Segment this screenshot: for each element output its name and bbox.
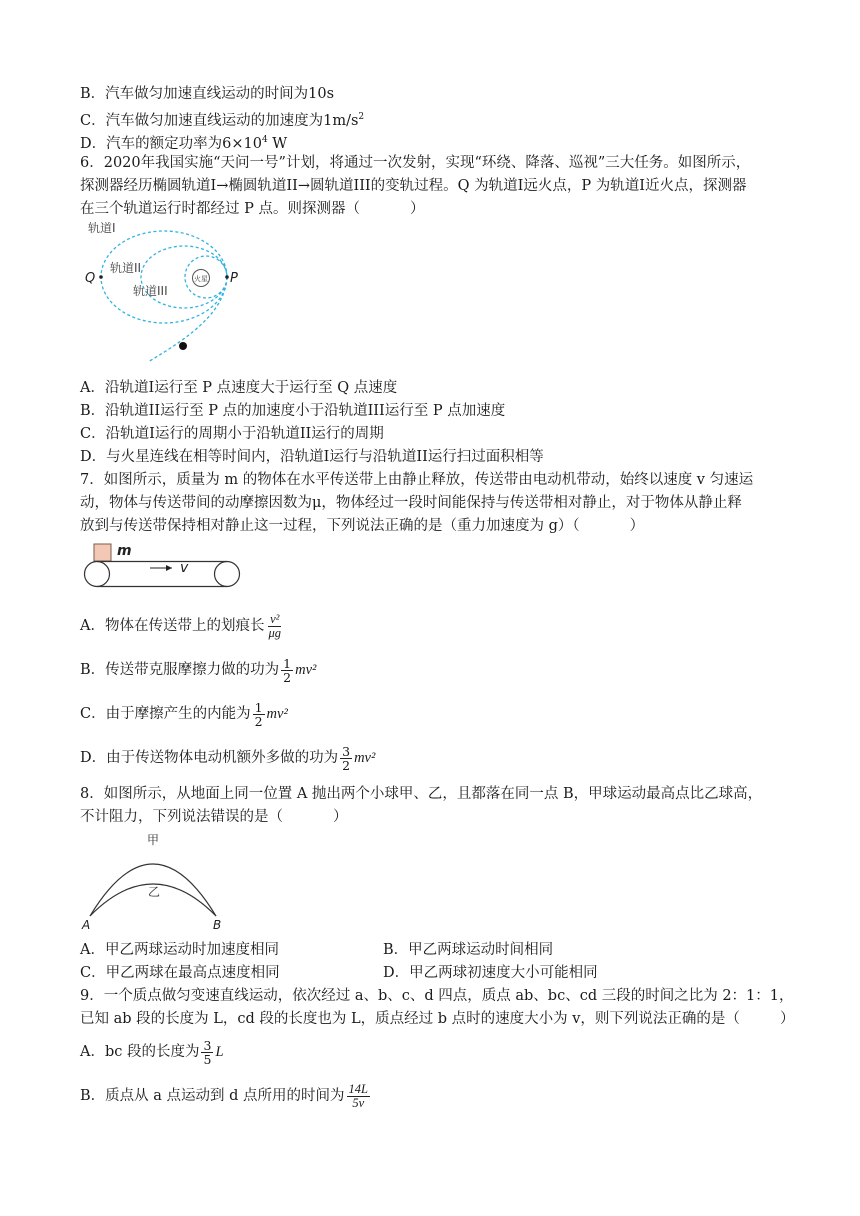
- q7-option-d[interactable]: D．由于传送物体电动机额外多做的功为 $\frac{3}{2}$ mv²: [80, 743, 376, 773]
- q6-stem-line2: 探测器经历椭圆轨道I→椭圆轨道II→圆轨道III的变轨过程。Q 为轨道I远火点，P 为轨道I近火点，探测器: [80, 178, 747, 194]
- q7-option-b[interactable]: B．传送带克服摩擦力做的功为 $\frac{1}{2}$ mv²: [80, 655, 317, 685]
- probe-dot: [179, 342, 187, 350]
- point-a-label: A: [82, 918, 91, 932]
- q9-stem-line1: 9．一个质点做匀变速直线运动，依次经过 a、b、c、d 四点，质点 ab、bc、cd 三段的时间之比为 2：1：1，: [80, 988, 794, 1004]
- q8-option-c[interactable]: C．甲乙两球在最高点速度相同: [80, 965, 280, 981]
- label-yi: 乙: [148, 885, 161, 899]
- q7-stem-line3: 放到与传送带保持相对静止这一过程，下列说法正确的是（重力加速度为 g）（ ）: [80, 518, 645, 534]
- velocity-label: v: [180, 560, 189, 576]
- q8-option-d[interactable]: D．甲乙两球初速度大小可能相同: [383, 965, 598, 981]
- point-q-label: Q: [85, 271, 96, 286]
- q5-option-d[interactable]: D．汽车的额定功率为$6\times 10^4$ W: [80, 135, 288, 152]
- point-b-label: B: [213, 918, 222, 932]
- q8-stem-line2: 不计阻力，下列说法错误的是（ ）: [80, 809, 348, 825]
- block-icon: [94, 544, 111, 561]
- arrow-head-icon: [166, 565, 172, 571]
- point-p-dot: [225, 275, 229, 279]
- orbit-1: [101, 231, 227, 323]
- q7-option-c[interactable]: C．由于摩擦产生的内能为 $\frac{1}{2}$ mv²: [80, 699, 288, 729]
- q9-option-a[interactable]: A．bc 段的长度为 $\frac{3}{5}$ L: [80, 1037, 224, 1067]
- mars-label: 火星: [194, 275, 208, 283]
- q6-option-a[interactable]: A．沿轨道I运行至 P 点速度大于运行至 Q 点速度: [80, 380, 398, 396]
- q9-stem-line2: 已知 ab 段的长度为 L，cd 段的长度也为 L，质点经过 b 点时的速度大小为 v，则下列说法正确的是（ ）: [80, 1011, 795, 1027]
- q6-stem-line3: 在三个轨道运行时都经过 P 点。则探测器（ ）: [80, 201, 425, 217]
- q6-option-c[interactable]: C．沿轨道I运行的周期小于沿轨道II运行的周期: [80, 426, 384, 442]
- q6-option-b[interactable]: B．沿轨道II运行至 P 点的加速度小于沿轨道III运行至 P 点加速度: [80, 403, 506, 419]
- mass-label: m: [117, 543, 132, 559]
- q6-stem-line1: 6．2020年我国实施“天问一号”计划，将通过一次发射，实现“环绕、降落、巡视”三大任务。如图所示，: [80, 155, 751, 171]
- conveyor-diagram: [80, 540, 245, 590]
- q7-stem-line2: 动，物体与传送带间的动摩擦因数为μ，物体经过一段时间能保持与传送带相对静止，对于物体从静止释: [80, 495, 742, 511]
- q8-stem-line1: 8．如图所示，从地面上同一位置 A 抛出两个小球甲、乙，且都落在同一点 B，甲球运动最高点比乙球高，: [80, 786, 763, 802]
- point-p-label: P: [230, 271, 238, 286]
- q9-option-b[interactable]: B．质点从 a 点运动到 d 点所用的时间为 $\frac{14L}{5v}$: [80, 1081, 368, 1110]
- q5-option-b[interactable]: B．汽车做匀加速直线运动的时间为10s: [80, 86, 335, 102]
- orbit-2: [141, 246, 227, 308]
- q7-option-a[interactable]: A．物体在传送带上的划痕长 $\frac{\text{v²}}{\mu g}$: [80, 611, 282, 640]
- orbit-1-label: 轨道I: [88, 222, 116, 235]
- label-jia: 甲: [147, 833, 160, 847]
- projectile-diagram: [80, 830, 230, 935]
- q5-option-c[interactable]: C．汽车做匀加速直线运动的加速度为$1m/s^2$: [80, 112, 365, 129]
- orbit-2-label: 轨道II: [110, 261, 142, 275]
- left-roller-icon: [85, 562, 110, 587]
- q8-options-row1: [80, 940, 780, 960]
- q7-stem-line1: 7．如图所示，质量为 m 的物体在水平传送带上由静止释放，传送带由电动机带动，始终以速度 v 匀速运: [80, 472, 754, 488]
- right-roller-icon: [215, 562, 240, 587]
- q8-options-row2: [80, 963, 780, 983]
- q6-option-d[interactable]: D．与火星连线在相等时间内，沿轨道I运行与沿轨道II运行扫过面积相等: [80, 449, 544, 465]
- orbit-3-label: 轨道III: [133, 284, 168, 298]
- orbit-diagram: [80, 222, 260, 362]
- q8-option-b[interactable]: B．甲乙两球运动时间相同: [383, 942, 554, 958]
- q8-option-a[interactable]: A．甲乙两球运动时加速度相同: [80, 942, 279, 958]
- point-q-dot: [99, 275, 103, 279]
